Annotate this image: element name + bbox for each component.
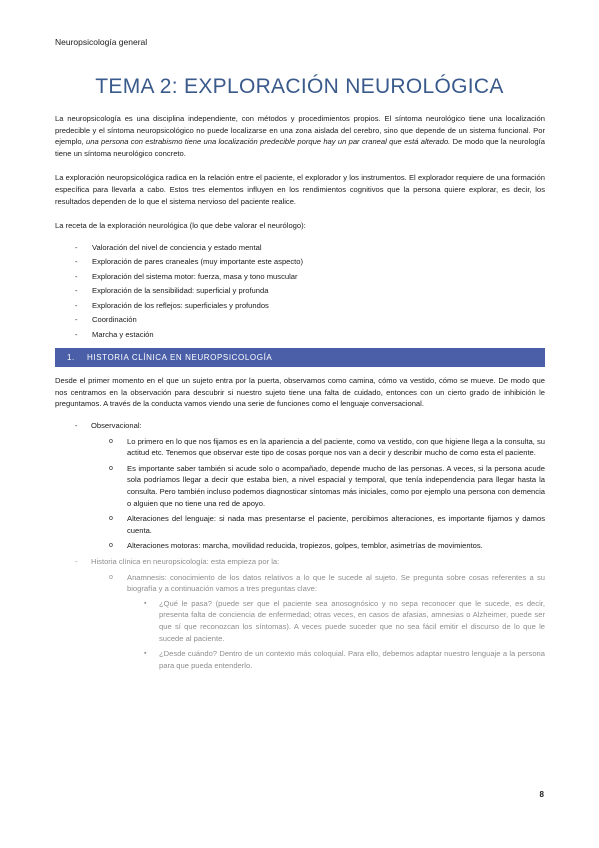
- list-item: o Alteraciones del lenguaje: si nada mas presentarse el paciente, percibimos alteraciones, es importante fijarnos y damos cuenta.: [91, 513, 545, 536]
- page-number: 8: [539, 790, 544, 799]
- intro-p1-text-a: La neuropsicología es una disciplina independiente, con métodos y procedimientos propios. El síntoma neurológico tiene una localización predecible y el síntoma neuropsicológico no puede localizarse en una zona aislada del cerebro, sino que depende de un sistema funcional. Por ejemplo,: [55, 114, 545, 147]
- historia-label: Historia clínica en neuropsicología: esta empieza por la:: [91, 556, 280, 566]
- intro-paragraph-3: La receta de la exploración neurológica (lo que debe valorar el neurólogo):: [55, 221, 306, 231]
- historia-item: [55, 556, 545, 671]
- running-header: Neuropsicología general: [55, 37, 148, 47]
- list-item: - Coordinación: [55, 314, 545, 326]
- recipe-list: [55, 242, 545, 341]
- section-heading: [55, 348, 545, 367]
- intro-paragraph-2: La exploración neuropsicológica radica en la relación entre el paciente, el explorador y los instrumentos. El explorador requiere de una formación específica para llevarla a cabo. Estos tres elementos influyen en los rendimientos cognitivos que la persona quiere explorar, es decir, los resultados dependen de lo que el sistema nervioso del paciente realice.: [55, 173, 545, 206]
- section-number: 1.: [67, 352, 75, 362]
- questions-sublist: [127, 598, 545, 672]
- intro-p1-example: una persona con estrabismo tiene una localización predecible porque hay un par craneal que está alterado.: [86, 137, 451, 147]
- list-item: - Exploración de los reflejos: superficiales y profundos: [55, 300, 545, 312]
- list-item: ▪ ¿Desde cuándo? Dentro de un contexto más coloquial. Para ello, debemos adaptar nuestro lenguaje a la persona para que pueda entenderlo.: [127, 648, 545, 671]
- intro-section: [55, 113, 545, 232]
- list-item: - Exploración de pares craneales (muy importante este aspecto): [55, 256, 545, 268]
- list-item: o Es importante saber también si acude solo o acompañado, depende mucho de las personas. A veces, si la persona acude sola podríamos llegar a decir que estaba bien, a nivel espacial y temporal, que tenía independencia para llegar hasta la consulta. Pero también incluso podemos diagnosticar síntomas más iniciales, como por ejemplo una persona con demencia o alguien que no tiene una red de apoyo.: [91, 463, 545, 509]
- observacional-label: Observacional:: [91, 421, 142, 431]
- list-item: - Marcha y estación: [55, 329, 545, 341]
- anamnesis-item: [91, 572, 545, 672]
- document-body: [55, 113, 545, 675]
- observacional-item: [55, 420, 545, 552]
- section-title: HISTORIA CLÍNICA EN NEUROPSICOLOGÍA: [87, 352, 273, 362]
- section-paragraph: Desde el primer momento en el que un sujeto entra por la puerta, observamos como camina, cómo va vestido, cómo se mueve. De modo que nos centramos en la observación para descubrir si nuestro sujeto tiene una falta de cuidado, entonces con un cierto grado de inhibición le preguntamos. A través de la conducta vamos viendo una serie de funciones como el lenguaje conversacional.: [55, 376, 545, 409]
- historia-sublist: [91, 572, 545, 672]
- list-item: - Exploración del sistema motor: fuerza, masa y tono muscular: [55, 271, 545, 283]
- observacional-sublist: [91, 436, 545, 552]
- page-title: TEMA 2: EXPLORACIÓN NEUROLÓGICA: [95, 75, 504, 98]
- list-item: o Lo primero en lo que nos fijamos es en la apariencia a del paciente, como va vestido, con que higiene llega a la consulta, su actitud etc. Tenemos que observar este tipo de cosas porque nos van a decir y describir mucho de como esta el paciente.: [91, 436, 545, 459]
- history-list: [55, 420, 545, 671]
- intro-paragraph-1: [55, 113, 545, 159]
- list-item: o Alteraciones motoras: marcha, movilidad reducida, tropiezos, golpes, temblor, asimetrías de movimientos.: [91, 540, 545, 552]
- list-item: - Valoración del nivel de conciencia y estado mental: [55, 242, 545, 254]
- list-item: ▪ ¿Qué le pasa? (puede ser que el paciente sea anosognósico y no sepa reconocer que le sucede, es decir, presenta falta de conciencia de enfermedad; otras veces, en casos de afasias, amnesias o Alzheimer, puede ser que sí que reconozcan los síntomas). A veces puede suceder que no sea fácil emitir el discurso de lo que le sucede al paciente.: [127, 598, 545, 644]
- list-item: - Exploración de la sensibilidad: superficial y profunda: [55, 285, 545, 297]
- anamnesis-text: Anamnesis: conocimiento de los datos relativos a lo que le sucede al sujeto. Se pregunta sobre cosas referentes a su biografía y a continuación vamos a tres preguntas clave:: [127, 572, 545, 594]
- intro-p1-text-b: De modo que la neurología tiene un síntoma neurológico concreto.: [55, 137, 545, 158]
